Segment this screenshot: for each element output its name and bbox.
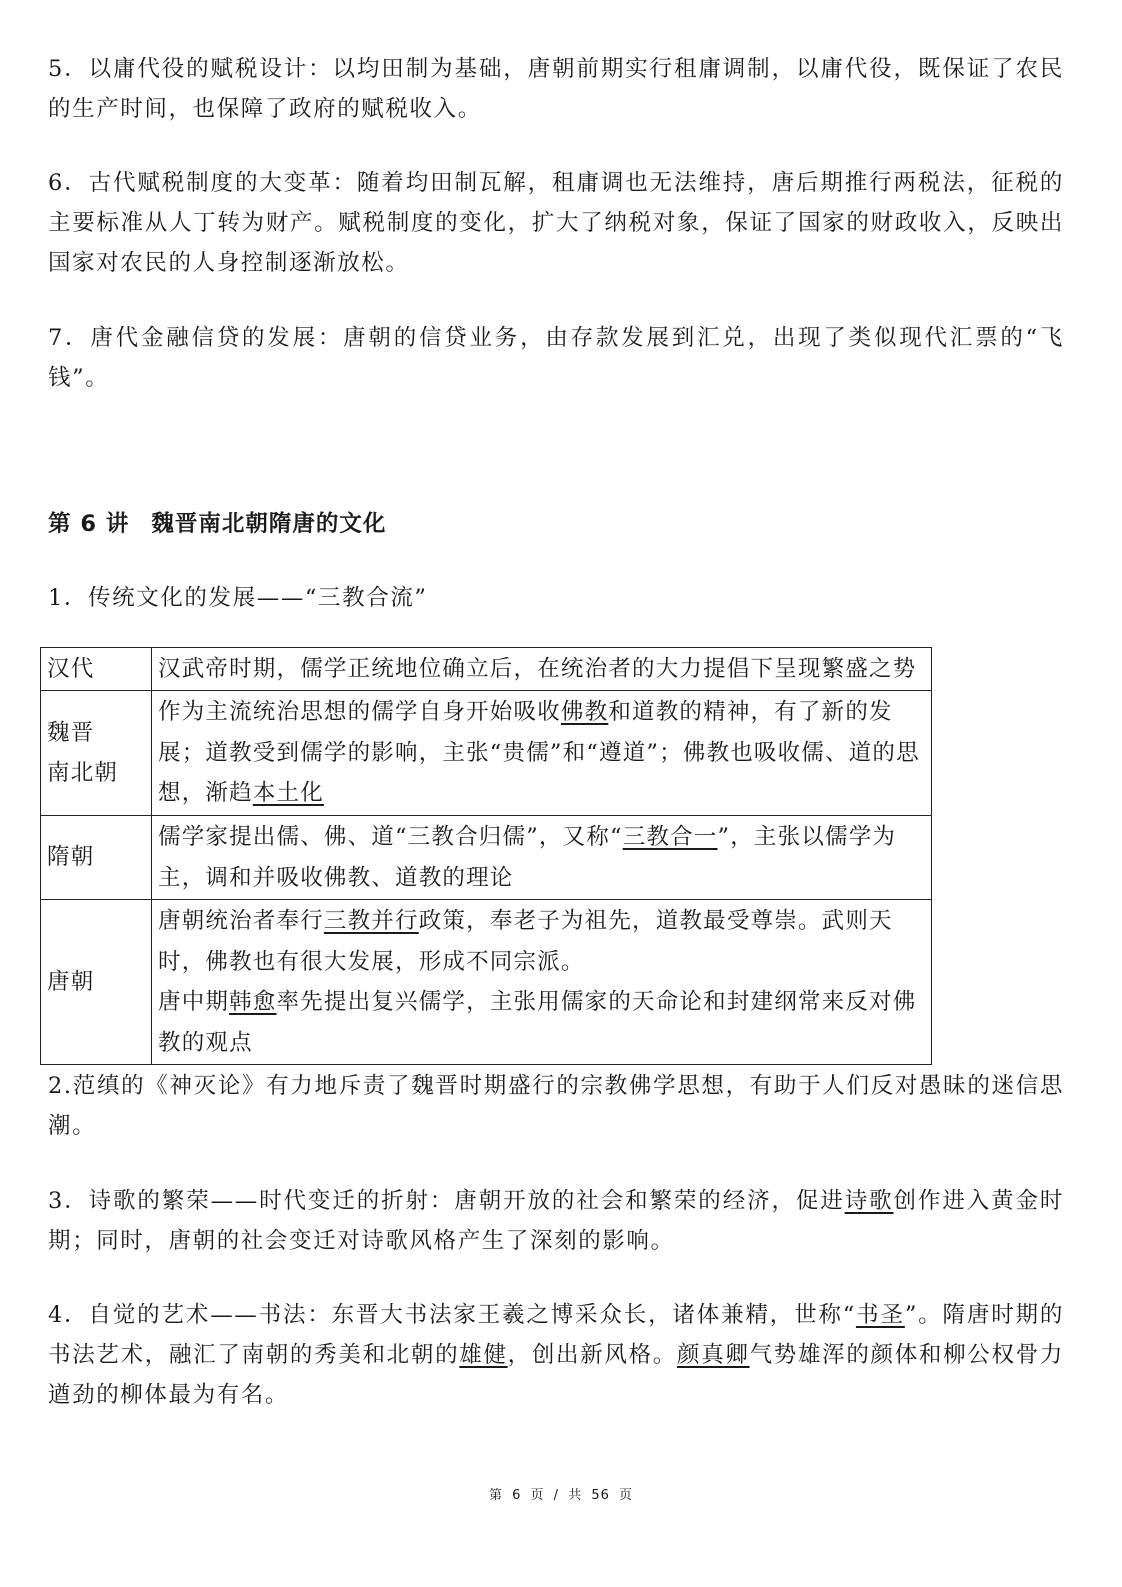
page-footer: 第 6 页 / 共 56 页 [488, 1488, 634, 1503]
underlined-keyword: 本土化 [252, 780, 324, 807]
text-run: 气势雄浑的颜体和柳公权骨力遒劲的柳体最为有名。 [48, 1342, 1064, 1408]
underlined-keyword: 雄健 [459, 1342, 508, 1368]
three-teachings-table [40, 647, 932, 1065]
total-pages: 56 [591, 1488, 610, 1503]
table-row [41, 648, 932, 691]
era-cell: 汉代 [41, 648, 152, 691]
text-run: 唐中期 [158, 989, 230, 1015]
underlined-keyword: 韩愈 [229, 989, 277, 1015]
era-cell: 魏晋 南北朝 [41, 691, 152, 816]
lecture-number: 第 6 讲 [48, 511, 130, 537]
text-run: 汉武帝时期，儒学正统地位确立后，在统治者的大力提倡下呈现繁盛之势 [158, 655, 917, 682]
text-run: ”，主张以儒学为主，调和并吸收佛教、道教的理论 [158, 824, 897, 891]
underlined-keyword: 颜真卿 [677, 1342, 750, 1368]
table-row [41, 691, 932, 816]
underlined-keyword: 书圣 [855, 1302, 905, 1328]
text-run: ，创出新风格。 [507, 1342, 677, 1368]
text-run: 作为主流统治思想的儒学自身开始吸收 [158, 699, 561, 726]
page-number: 6 [512, 1488, 522, 1503]
text-run: ”。隋唐时期的书法艺术，融汇了南朝的秀美和北朝的 [48, 1302, 1064, 1368]
text-run: 4．自觉的艺术——书法：东晋大书法家王羲之博采众长，诸体兼精，世称“ [48, 1302, 856, 1328]
era-cell: 隋朝 [41, 816, 152, 900]
underlined-keyword: 三教合一 [622, 824, 718, 850]
description-cell [152, 900, 932, 1065]
underlined-keyword: 佛教 [560, 699, 609, 726]
section-4-text [48, 1295, 1064, 1415]
table-row [41, 816, 932, 900]
paragraph-5: 5．以庸代役的赋税设计：以均田制为基础，唐朝前期实行租庸调制，以庸代役，既保证了农民的生产时间，也保障了政府的赋税收入。 [48, 56, 1064, 122]
text-run: 3．诗歌的繁荣——时代变迁的折射：唐朝开放的社会和繁荣的经济，促进 [48, 1188, 845, 1214]
era-cell: 唐朝 [41, 900, 152, 1065]
section-2-text: 2.范缜的《神灭论》有力地斥责了魏晋时期盛行的宗教佛学思想，有助于人们反对愚昧的迷信思潮。 [48, 1073, 1064, 1139]
text-run: 和道教的精神，有了新的发展；道教受到儒学的影响，主张“贵儒”和“遵道”；佛教也吸收儒、道的思想，渐趋 [158, 699, 920, 807]
underlined-keyword: 诗歌 [844, 1188, 894, 1214]
paragraph-6: 6．古代赋税制度的大变革：随着均田制瓦解，租庸调也无法维持，唐后期推行两税法，征税的主要标准从人丁转为财产。赋税制度的变化，扩大了纳税对象，保证了国家的财政收入，反映出国家对农民的人身控制逐渐放松。 [48, 170, 1064, 276]
lecture-title: 魏晋南北朝隋唐的文化 [151, 511, 387, 537]
table-row [41, 900, 932, 1065]
text-run: 创作进入黄金时期；同时，唐朝的社会变迁对诗歌风格产生了深刻的影响。 [48, 1188, 1065, 1254]
underlined-keyword: 三教并行 [323, 908, 419, 934]
section-3-text [48, 1181, 1064, 1261]
text-run: 唐朝统治者奉行 [158, 908, 324, 934]
text-run: 政策，奉老子为祖先，道教最受尊崇。武则天时，佛教也有很大发展，形成不同宗派。 [158, 908, 893, 975]
description-cell [152, 691, 932, 816]
text-run: 率先提出复兴儒学，主张用儒家的天命论和封建纲常来反对佛教的观点 [158, 989, 917, 1056]
paragraph-7: 7．唐代金融信贷的发展：唐朝的信贷业务，由存款发展到汇兑，出现了类似现代汇票的“飞钱”。 [48, 325, 1064, 391]
section-1-title: 1．传统文化的发展——“三教合流” [48, 585, 428, 611]
description-cell [152, 816, 932, 900]
lecture-heading [48, 506, 386, 538]
description-cell [152, 648, 932, 691]
text-run: 儒学家提出儒、佛、道“三教合归儒”，又称“ [158, 824, 623, 850]
